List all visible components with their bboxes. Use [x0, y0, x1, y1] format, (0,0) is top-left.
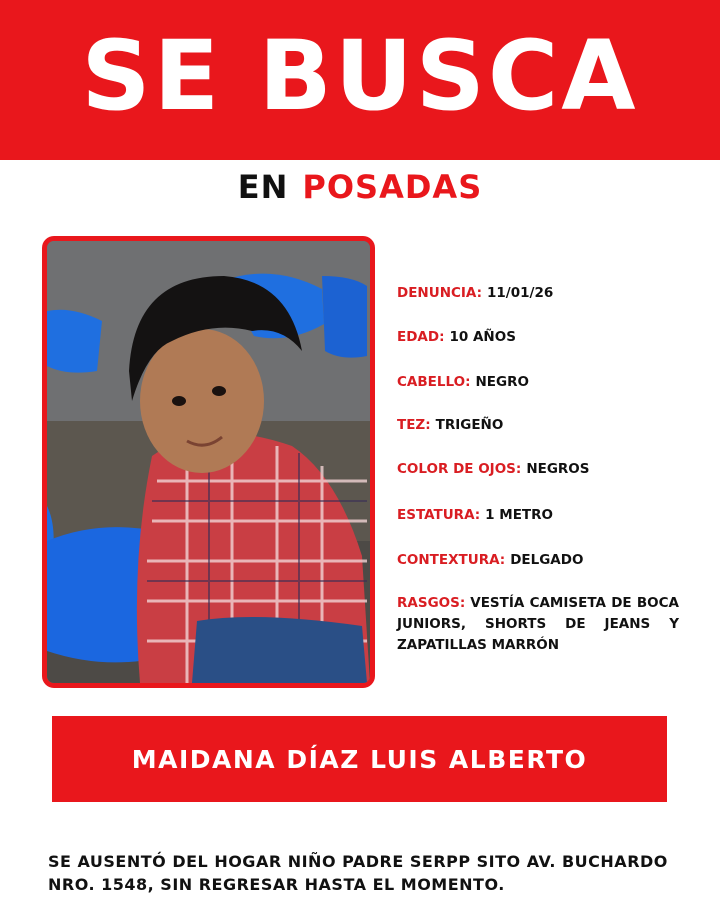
- detail-label: RASGOS:: [397, 595, 466, 611]
- name-banner: [52, 716, 667, 802]
- detail-estatura: [397, 507, 553, 523]
- poster-title: SE BUSCA: [81, 20, 639, 132]
- detail-cabello: [397, 374, 529, 390]
- footer-text: SE AUSENTÓ DEL HOGAR NIÑO PADRE SERPP SITO AV. BUCHARDO NRO. 1548, SIN REGRESAR HASTA EL MOMENTO.: [48, 852, 668, 894]
- detail-value: NEGROS: [526, 461, 590, 477]
- detail-value: NEGRO: [475, 374, 529, 390]
- detail-label: TEZ:: [397, 417, 431, 433]
- detail-rasgos: [397, 593, 679, 656]
- detail-label: CONTEXTURA:: [397, 552, 506, 568]
- detail-label: CABELLO:: [397, 374, 471, 390]
- blue-seat: [47, 310, 102, 373]
- detail-value: VESTÍA CAMISETA DE BOCA JUNIORS, SHORTS DE JEANS Y ZAPATILLAS MARRÓN: [397, 595, 679, 653]
- detail-color-ojos: [397, 461, 590, 477]
- blue-seat: [322, 276, 367, 358]
- detail-edad: [397, 329, 516, 345]
- detail-label: ESTATURA:: [397, 507, 481, 523]
- detail-value: DELGADO: [510, 552, 584, 568]
- person-name: MAIDANA DÍAZ LUIS ALBERTO: [131, 744, 588, 774]
- detail-label: EDAD:: [397, 329, 445, 345]
- face: [140, 329, 264, 473]
- detail-tez: [397, 417, 503, 433]
- missing-person-photo: [42, 236, 375, 688]
- location-prefix: EN: [237, 168, 289, 206]
- jeans: [192, 617, 367, 683]
- location-line: [0, 168, 720, 206]
- detail-denuncia: [397, 285, 553, 301]
- header-banner: [0, 0, 720, 160]
- detail-value: 11/01/26: [487, 285, 554, 301]
- detail-value: 1 METRO: [485, 507, 554, 523]
- detail-value: TRIGEÑO: [435, 417, 504, 433]
- detail-label: DENUNCIA:: [397, 285, 483, 301]
- detail-contextura: [397, 552, 583, 568]
- detail-value: 10 AÑOS: [449, 329, 516, 345]
- location-place: POSADAS: [302, 168, 483, 206]
- detail-label: COLOR DE OJOS:: [397, 461, 522, 477]
